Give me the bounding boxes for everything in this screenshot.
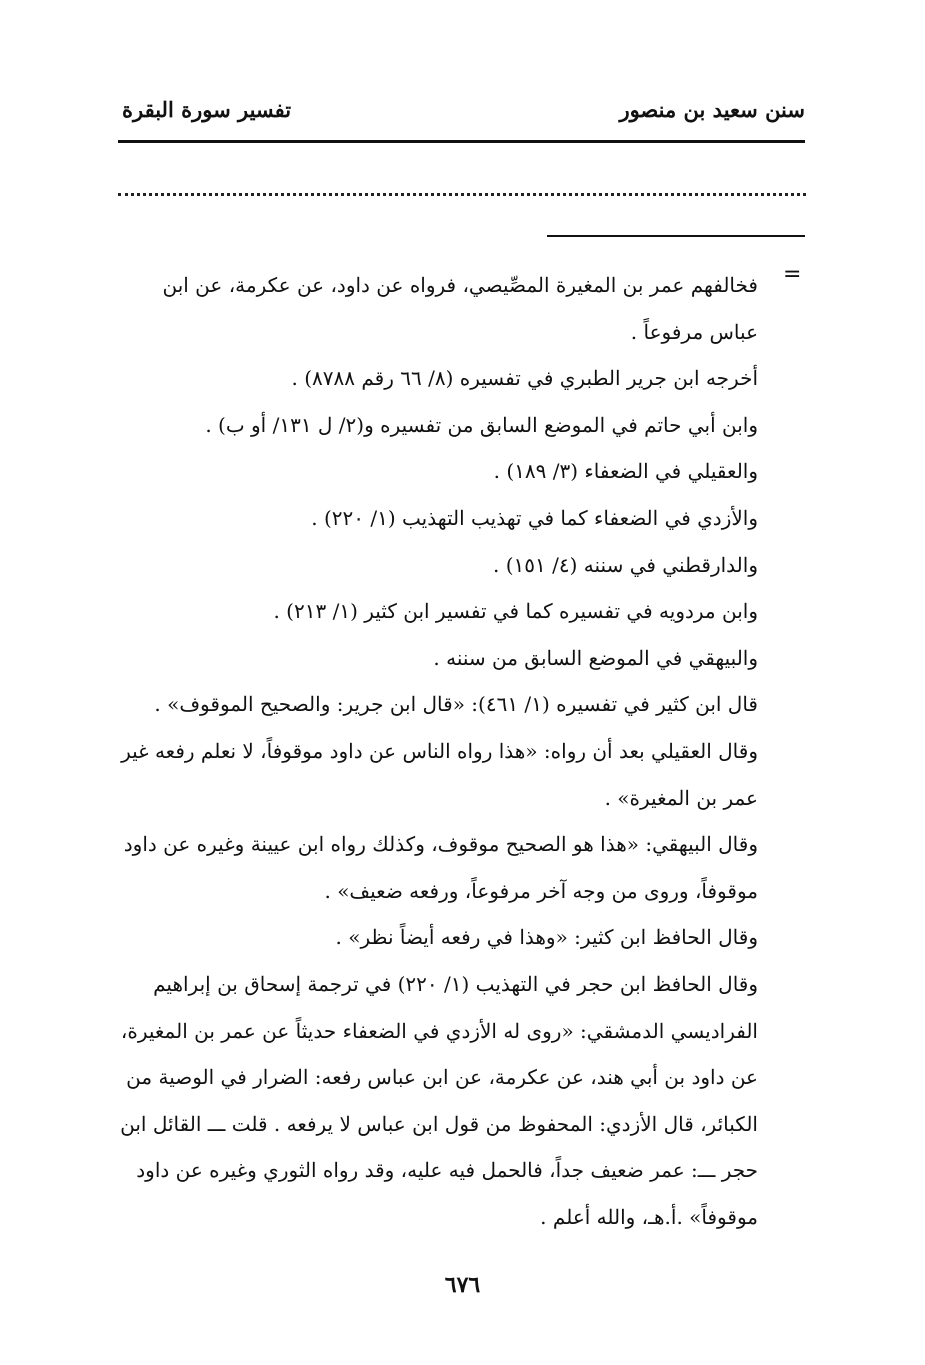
footnote-paragraph: وقال الحافظ ابن كثير: «وهذا في رفعه أيضاً نظر» . <box>335 925 758 950</box>
section-title: تفسير سورة البقرة <box>122 97 292 122</box>
footnote-body <box>112 262 758 1240</box>
footnote-paragraph: فخالفهم عمر بن المغيرة المصِّيصي، فرواه عن داود، عن عكرمة، عن ابن عباس مرفوعاً . <box>162 273 758 344</box>
footnote-paragraph: قال ابن كثير في تفسيره (١/ ٤٦١): «قال ابن جرير: والصحيح الموقوف» . <box>154 692 758 717</box>
footnote-paragraph: وقال الحافظ ابن حجر في التهذيب (١/ ٢٢٠) في ترجمة إسحاق بن إبراهيم الفراديسي الدمشقي: «روى له الأزدي في الضعفاء حديثاً عن عمر بن المغيرة، عن داود بن أبي هند، عن عكرمة، عن ابن عباس رفعه: الضرار في الوصية من الكبائر، قال الأزدي: المحفوظ من قول ابن عباس لا يرفعه . قلت ـــ القائل ابن حجر ـــ: عمر ضعيف جداً، فالحمل فيه عليه، وقد رواه الثوري وغيره عن داود موقوفاً» .أ.هـ، والله أعلم . <box>120 971 758 1229</box>
continuation-mark: = <box>783 262 802 287</box>
header-divider <box>118 140 805 143</box>
footnote-paragraph: أخرجه ابن جرير الطبري في تفسيره (٨/ ٦٦ رقم ٨٧٨٨) . <box>291 366 758 391</box>
footnote-paragraph: وابن أبي حاتم في الموضع السابق من تفسيره و(٢/ ل ١٣١/ أو ب) . <box>205 412 758 437</box>
footnote-paragraph: وقال العقيلي بعد أن رواه: «هذا رواه الناس عن داود موقوفاً، لا نعلم رفعه غير عمر بن المغيرة» . <box>121 738 758 810</box>
footnote-paragraph: والبيهقي في الموضع السابق من سننه . <box>433 645 758 670</box>
footnote-paragraph: والعقيلي في الضعفاء (٣/ ١٨٩) . <box>493 459 758 484</box>
page-number: ٦٧٦ <box>444 1272 481 1298</box>
footnote-paragraph: والدارقطني في سننه (٤/ ١٥١) . <box>493 552 758 577</box>
footnote-paragraph: وقال البيهقي: «هذا هو الصحيح موقوف، وكذلك رواه ابن عيينة وغيره عن داود موقوفاً، وروى من وجه آخر مرفوعاً، ورفعه ضعيف» . <box>123 832 758 903</box>
footnote-paragraph: وابن مردويه في تفسيره كما في تفسير ابن كثير (١/ ٢١٣) . <box>273 599 758 624</box>
footnote-paragraph: والأزدي في الضعفاء كما في تهذيب التهذيب (١/ ٢٢٠) . <box>311 505 758 530</box>
footnote-divider <box>547 235 805 237</box>
elided-text-dotted-line <box>118 193 806 196</box>
book-title: سنن سعيد بن منصور <box>619 97 805 122</box>
